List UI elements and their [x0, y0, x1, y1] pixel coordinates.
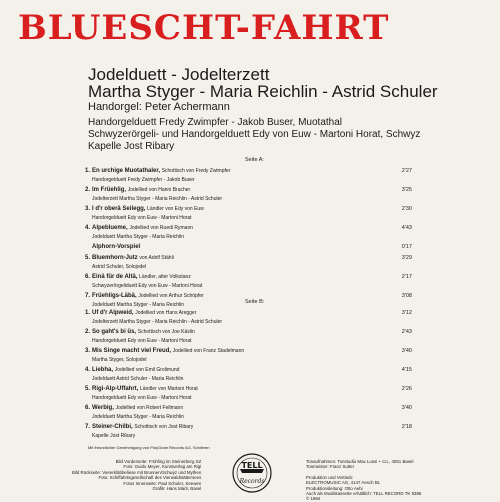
credits-line-3: Kapelle Jost Ribary: [88, 141, 175, 152]
track-duration: 4'43: [401, 225, 412, 231]
track-duration: 2'18: [401, 424, 412, 430]
header-line-2: Martha Styger - Maria Reichlin - Astrid Schuler: [88, 82, 438, 101]
header-line-1: Jodelduett - Jodelterzett: [88, 65, 270, 84]
track-row: [82, 329, 412, 350]
track-duration: 2'43: [401, 329, 412, 335]
track-description: Ländler von Martoni Horat: [140, 386, 198, 392]
track-title-line: [92, 187, 190, 193]
track-title: Alpeblueme,: [92, 225, 128, 231]
track-number: 7.: [84, 293, 90, 299]
side-a-label: Seite A:: [245, 157, 264, 163]
credits-line-1: Handorgelduett Fredy Zwimpfer - Jakob Buser, Muotathal: [88, 117, 343, 128]
production-credit-line: Auch als Musikkassette erhältlich: TELL RECORD TK 9385: [306, 491, 422, 497]
logo-text-bottom: Records: [239, 478, 265, 485]
track-title: Werbig,: [92, 405, 114, 411]
track-title: Früehligs-Läbä,: [92, 293, 137, 299]
track-duration: 3'08: [401, 293, 412, 299]
track-title-line: [92, 348, 244, 354]
track-title: Einä für de Altä,: [92, 274, 138, 280]
image-credits: [72, 459, 201, 491]
track-row: [82, 424, 412, 445]
track-title: Uf d'r Alpweid,: [92, 310, 134, 316]
track-title: I d'r oberä Seilegg,: [92, 206, 146, 212]
track-row: [82, 168, 412, 189]
track-performers: Handorgelduett Edy von Euw - Martoni Horat: [92, 395, 192, 401]
image-credit-line: Fotos Innenseite: Paul Schuler, Seewen: [123, 480, 202, 486]
track-row: [82, 255, 412, 276]
track-description: Ländler, alter Volkstanz: [139, 274, 191, 280]
track-duration: 3'40: [401, 348, 412, 354]
track-duration: 2'27: [401, 168, 412, 174]
track-performers: Handorgelduett Edy von Euw - Martoni Horat: [92, 338, 192, 344]
track-description: Jodellied von Ruedi Rymann: [129, 225, 194, 231]
track-title: So gaht's bi üs,: [92, 329, 137, 335]
track-title-line: [92, 293, 204, 299]
track-title-line: [92, 386, 198, 392]
track-title: Alphorn-Vorspiel: [92, 244, 141, 250]
track-number: 3.: [84, 348, 90, 354]
side-b-label: Seite B:: [245, 299, 265, 305]
credits-line-2: Schwyzerörgeli- und Handorgelduett Edy von Euw - Martoni Horat, Schwyz: [88, 129, 421, 140]
track-number: 1.: [84, 310, 90, 316]
track-title-line: [92, 367, 179, 373]
track-performers: Jodelterzett Martha Styger - Maria Reichlin - Astrid Schuler: [92, 319, 223, 325]
track-number: 1.: [84, 168, 90, 174]
track-description: Schottisch von Fredy Zwimpfer: [161, 168, 231, 174]
track-description: Schottisch von Jost Ribary: [134, 424, 194, 430]
track-row: [82, 310, 412, 331]
track-title-line: [92, 424, 193, 430]
track-title: Rigi-Alp-Uffahrt,: [92, 386, 139, 392]
track-duration: 4'15: [401, 367, 412, 373]
track-number: 2.: [84, 187, 90, 193]
production-credit-line: Tonaufnahmen: Tonstudio Max Lussi + Co., 4051 Basel: [306, 459, 414, 464]
track-description: Jodellied von Franz Stadelmann: [172, 348, 245, 354]
production-credit-line: Produktionsleitung: Otto Aebi: [306, 485, 363, 491]
track-row: [82, 274, 412, 295]
album-title: BLUESCHT-FAHRT: [18, 8, 390, 48]
image-credit-line: Foto: Schiffahrtsgesellschaft des Vierwaldstättersees: [98, 475, 202, 481]
track-title-line: [92, 255, 174, 261]
track-row: [82, 225, 412, 246]
track-description: Jodellied von Hanni Bracher: [127, 187, 191, 193]
track-duration: 2'30: [401, 206, 412, 212]
track-number: 7.: [84, 424, 90, 430]
track-number: 2.: [84, 329, 90, 335]
track-duration: 3'40: [401, 405, 412, 411]
track-description: Jodellied von Hans Aregger: [135, 310, 197, 316]
track-number: 5.: [84, 255, 90, 261]
track-row: [82, 348, 412, 369]
track-row: [82, 206, 412, 227]
image-credit-line: Foto: Guido Meyer, Kunstverlag am Rigi: [123, 464, 202, 470]
track-row: [82, 367, 412, 388]
track-duration: 3'29: [401, 255, 412, 261]
track-title-line: [92, 225, 193, 231]
track-description: Schottisch von Joe Käslin: [137, 329, 195, 335]
track-number: 5.: [84, 386, 90, 392]
track-performers: Handorgelduett Fredy Zwimpfer - Jakob Buser: [92, 177, 195, 183]
track-row: [82, 187, 412, 208]
production-credits: [306, 459, 421, 502]
image-credit-line: Bild Rückseite: Viererkläbbeliese mit Brunnen/Schwyz und Mythen: [72, 469, 202, 475]
track-performers: Jodelduett Astrid Schuler - Maria Reichlin: [92, 376, 184, 382]
track-title: Bluemhorn-Jutz: [92, 255, 138, 261]
track-description: Jodellied von Emil Grolimund: [114, 367, 180, 373]
track-duration: 0'17: [401, 244, 412, 250]
logo-text-top: TELL: [241, 461, 263, 470]
track-title-line: [92, 206, 204, 212]
track-description: Ländler von Edy von Euw: [147, 206, 204, 212]
track-title-line: [92, 329, 195, 335]
track-number: 6.: [84, 274, 90, 280]
track-description: Jodellied von Arthur Schöpfer: [138, 293, 204, 299]
production-credit-line: © 1984: [306, 496, 321, 502]
track-duration: 3'25: [401, 187, 412, 193]
track-performers: Kapelle Jost Ribary: [92, 433, 136, 439]
track-performers: Jodelterzett Martha Styger - Maria Reichlin - Astrid Schuler: [92, 196, 223, 202]
track-performers: Jodelduett Martha Styger - Maria Reichlin: [92, 302, 184, 308]
track-title-line: [92, 168, 230, 174]
track-performers: Schwyzerörgeliduett Edy von Euw - Martoni Horat: [92, 283, 203, 289]
tell-records-logo: [232, 453, 272, 493]
image-credit-line: Bild Vorderseite: Frühling im Steinerberg SZ: [115, 459, 202, 464]
track-performers: Handorgelduett Edy von Euw - Martoni Horat: [92, 215, 192, 221]
production-credit-line: ELECTROMUSIC AG, 4147 Aesch BL: [306, 480, 381, 486]
track-number: 3.: [84, 206, 90, 212]
track-duration: 2'26: [401, 386, 412, 392]
track-duration: 3'12: [401, 310, 412, 316]
track-performers: Astrid Schuler, Solojodel: [92, 264, 147, 270]
track-description: Jodellied von Robert Fellmann: [115, 405, 184, 411]
track-title: Liebha,: [92, 367, 114, 373]
track-title-line: [92, 244, 140, 250]
track-title: Mis Singe macht viel Freud,: [92, 348, 172, 354]
track-number: 6.: [84, 405, 90, 411]
track-title-line: [92, 310, 196, 316]
track-title: Im Früehlig,: [92, 187, 127, 193]
track-number: 4.: [84, 225, 90, 231]
image-credit-line: Grafik: Hans Marti, Basel: [152, 486, 202, 492]
track-number: 4.: [84, 367, 90, 373]
header-line-3: Handorgel: Peter Achermann: [88, 101, 230, 113]
track-row: [82, 386, 412, 407]
track-performers: Jodelduett Martha Styger - Maria Reichlin: [92, 234, 184, 240]
track-title: En urchige Muotathaler,: [92, 168, 161, 174]
track-row: [82, 405, 412, 426]
license-note: Mit freundlicher Genehmigung von PolyGram Records AG, Schlieren: [88, 445, 210, 450]
track-duration: 2'17: [401, 274, 412, 280]
production-credit-line: Produktion und Vertrieb:: [306, 474, 354, 480]
production-credit-line: Tonmeister: Franz Sutter: [306, 464, 355, 470]
track-performers: Jodelduett Martha Styger - Maria Reichlin: [92, 414, 184, 420]
track-title: Steiner-Chilbi,: [92, 424, 133, 430]
track-performers: Martha Styger, Solojodel: [92, 357, 147, 363]
track-title-line: [92, 274, 191, 280]
track-description: von Adolf Stähli: [139, 255, 174, 261]
track-title-line: [92, 405, 183, 411]
